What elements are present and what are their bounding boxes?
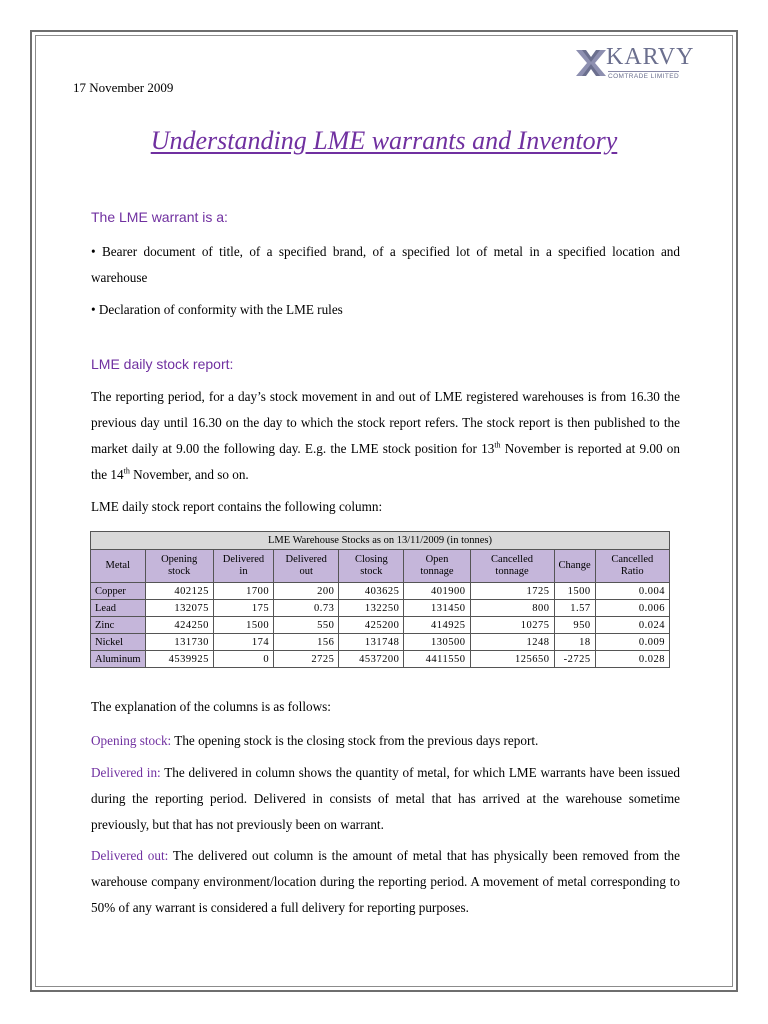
- daily-report-columns-intro: LME daily stock report contains the following column:: [91, 499, 383, 514]
- value-cell: 1.57: [554, 600, 595, 617]
- value-cell: 130500: [404, 634, 470, 651]
- value-cell: 0: [213, 651, 273, 668]
- column-header: Metal: [91, 550, 146, 583]
- value-cell: 402125: [145, 583, 213, 600]
- delivered-out-explanation: Delivered out: The delivered out column is the amount of metal that has physically been removed from the warehouse company environment/location during the reporting period. A movement of metal corresponding to 50% of any warrant is considered a full delivery for reporting purposes.: [91, 848, 680, 915]
- value-cell: 18: [554, 634, 595, 651]
- document-date: 17 November 2009: [73, 80, 174, 95]
- column-header: Closing stock: [339, 550, 404, 583]
- value-cell: 131450: [404, 600, 470, 617]
- value-cell: 174: [213, 634, 273, 651]
- value-cell: 4539925: [145, 651, 213, 668]
- column-header: Cancelled tonnage: [470, 550, 554, 583]
- value-cell: 425200: [339, 617, 404, 634]
- value-cell: 401900: [404, 583, 470, 600]
- daily-report-heading: LME daily stock report:: [91, 356, 234, 372]
- value-cell: 0.028: [595, 651, 669, 668]
- value-cell: 1725: [470, 583, 554, 600]
- value-cell: 1700: [213, 583, 273, 600]
- value-cell: 4537200: [339, 651, 404, 668]
- value-cell: 132075: [145, 600, 213, 617]
- lme-stock-table: [90, 531, 670, 668]
- warrant-bullet-2: • Declaration of conformity with the LME rules: [91, 302, 343, 317]
- value-cell: 200: [274, 583, 339, 600]
- value-cell: 131748: [339, 634, 404, 651]
- value-cell: -2725: [554, 651, 595, 668]
- value-cell: 414925: [404, 617, 470, 634]
- opening-stock-explanation: Opening stock: The opening stock is the closing stock from the previous days report.: [91, 733, 539, 748]
- warrant-heading: The LME warrant is a:: [91, 209, 228, 225]
- karvy-logo-icon: [574, 46, 608, 80]
- value-cell: 0.009: [595, 634, 669, 651]
- value-cell: 132250: [339, 600, 404, 617]
- delivered-in-label: Delivered in:: [91, 765, 161, 780]
- column-header: Cancelled Ratio: [595, 550, 669, 583]
- value-cell: 10275: [470, 617, 554, 634]
- metal-name-cell: Aluminum: [91, 651, 146, 668]
- value-cell: 550: [274, 617, 339, 634]
- value-cell: 125650: [470, 651, 554, 668]
- value-cell: 1500: [213, 617, 273, 634]
- delivered-out-label: Delivered out:: [91, 848, 169, 863]
- value-cell: 800: [470, 600, 554, 617]
- table-row: [91, 634, 670, 651]
- value-cell: 2725: [274, 651, 339, 668]
- document-title: Understanding LME warrants and Inventory: [150, 126, 618, 155]
- daily-report-paragraph: The reporting period, for a day’s stock movement in and out of LME registered warehouses is from 16.30 the previous day until 16.30 on the day to which the stock report refers. The stock report is then published to the market daily at 9.00 the following day. E.g. the LME stock position for 13th November is reported at 9.00 on the 14th November, and so on.: [91, 389, 680, 482]
- metal-name-cell: Zinc: [91, 617, 146, 634]
- value-cell: 156: [274, 634, 339, 651]
- column-header: Opening stock: [145, 550, 213, 583]
- value-cell: 0.006: [595, 600, 669, 617]
- metal-name-cell: Lead: [91, 600, 146, 617]
- value-cell: 0.024: [595, 617, 669, 634]
- column-header: Delivered in: [213, 550, 273, 583]
- table-row: [91, 600, 670, 617]
- opening-stock-label: Opening stock:: [91, 733, 172, 748]
- delivered-in-explanation: Delivered in: The delivered in column shows the quantity of metal, for which LME warrants have been issued during the reporting period. Delivered in consists of metal that has arrived at the warehouse sometime previously, but that has not previously been on warrant.: [91, 765, 680, 832]
- explanation-intro: The explanation of the columns is as follows:: [91, 699, 331, 714]
- metal-name-cell: Copper: [91, 583, 146, 600]
- value-cell: 424250: [145, 617, 213, 634]
- value-cell: 4411550: [404, 651, 470, 668]
- column-header: Delivered out: [274, 550, 339, 583]
- table-row: [91, 583, 670, 600]
- value-cell: 131730: [145, 634, 213, 651]
- value-cell: 950: [554, 617, 595, 634]
- metal-name-cell: Nickel: [91, 634, 146, 651]
- table-caption: LME Warehouse Stocks as on 13/11/2009 (in tonnes): [91, 532, 670, 550]
- table-body: [91, 583, 670, 668]
- logo-subtitle: COMTRADE LIMITED: [608, 73, 680, 80]
- value-cell: 1500: [554, 583, 595, 600]
- table-row: [91, 651, 670, 668]
- value-cell: 0.004: [595, 583, 669, 600]
- karvy-logo: [574, 44, 695, 84]
- logo-brand: KARVY: [606, 44, 695, 70]
- warrant-bullet-1: • Bearer document of title, of a specified brand, of a specified lot of metal in a specified location and warehouse: [91, 244, 680, 285]
- column-header: Open tonnage: [404, 550, 470, 583]
- value-cell: 175: [213, 600, 273, 617]
- value-cell: 1248: [470, 634, 554, 651]
- table-row: [91, 617, 670, 634]
- value-cell: 0.73: [274, 600, 339, 617]
- value-cell: 403625: [339, 583, 404, 600]
- column-header: Change: [554, 550, 595, 583]
